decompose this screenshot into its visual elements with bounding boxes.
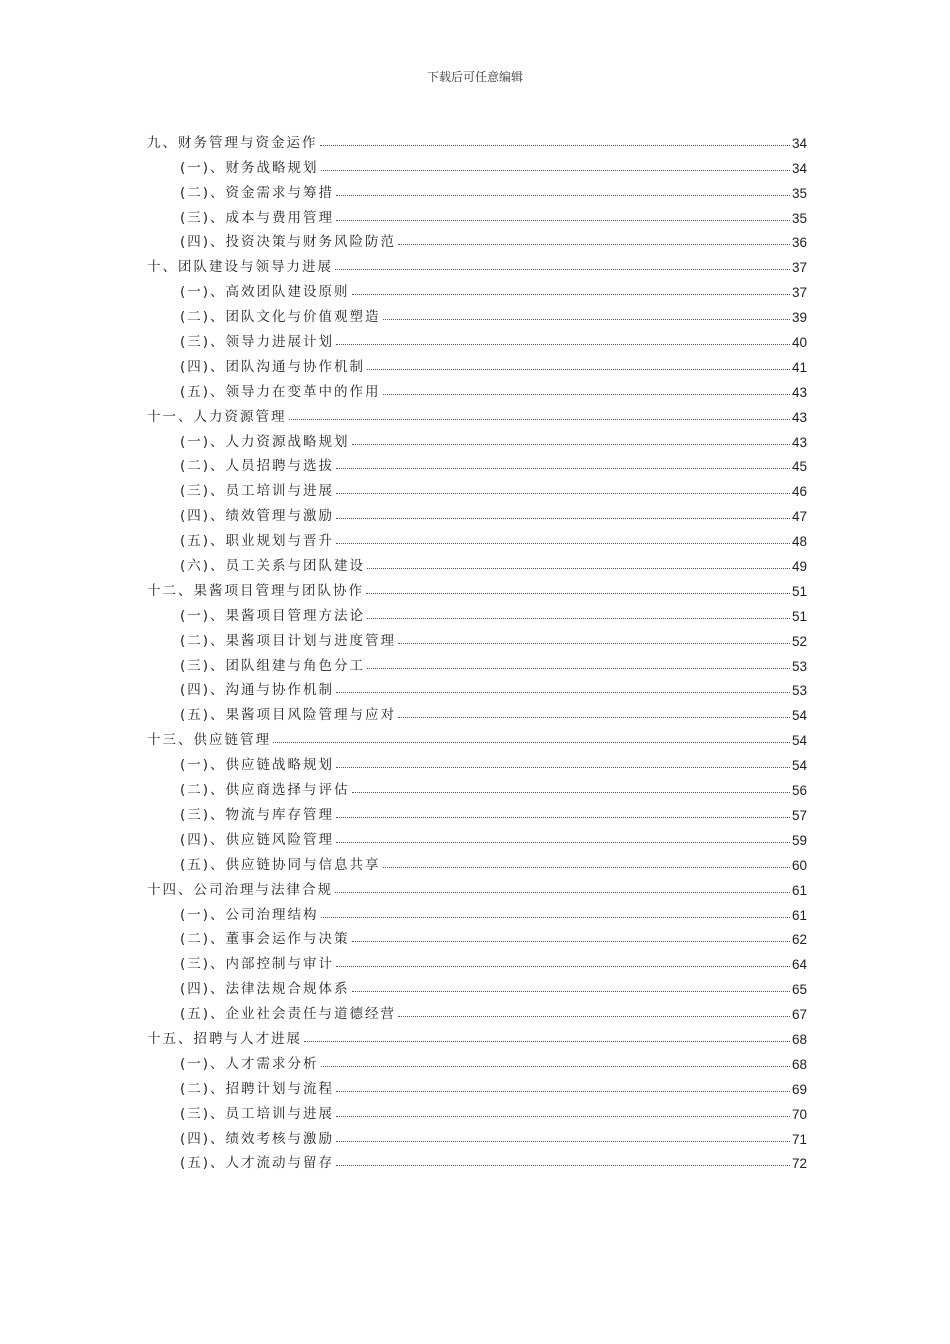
toc-chapter-entry[interactable] xyxy=(147,250,807,275)
toc-page-number: 60 xyxy=(791,857,807,873)
toc-page-number: 53 xyxy=(791,658,807,674)
toc-page-number: 54 xyxy=(791,708,807,724)
toc-page-number: 62 xyxy=(791,932,807,948)
toc-entry-title: (四)、团队沟通与协作机制 xyxy=(180,358,366,375)
toc-dot-leader xyxy=(336,1165,790,1166)
toc-dot-leader xyxy=(336,195,790,196)
toc-page-number: 57 xyxy=(791,807,807,823)
toc-page-number: 51 xyxy=(791,583,807,599)
toc-entry-title: (二)、人员招聘与选拔 xyxy=(180,458,335,475)
toc-page-number: 37 xyxy=(791,260,807,276)
toc-section-entry[interactable] xyxy=(147,300,807,325)
toc-chapter-entry[interactable] xyxy=(147,400,807,425)
toc-page-number: 34 xyxy=(791,160,807,176)
toc-dot-leader xyxy=(367,568,790,569)
toc-section-entry[interactable] xyxy=(147,599,807,624)
toc-entry-title: 十四、公司治理与法律合规 xyxy=(147,881,333,898)
toc-dot-leader xyxy=(336,966,790,967)
toc-section-entry[interactable] xyxy=(147,773,807,798)
toc-entry-title: (三)、内部控制与审计 xyxy=(180,956,335,973)
toc-entry-title: (四)、法律法规合规体系 xyxy=(180,981,350,998)
toc-page-number: 48 xyxy=(791,534,807,550)
toc-entry-title: (一)、公司治理结构 xyxy=(180,906,319,923)
toc-page-number: 45 xyxy=(791,459,807,475)
toc-dot-leader xyxy=(398,244,790,245)
toc-section-entry[interactable] xyxy=(147,176,807,201)
toc-entry-title: (三)、团队组建与角色分工 xyxy=(180,657,366,674)
toc-page-number: 68 xyxy=(791,1056,807,1072)
toc-page-number: 39 xyxy=(791,310,807,326)
toc-entry-title: (三)、领导力进展计划 xyxy=(180,334,335,351)
toc-page-number: 51 xyxy=(791,608,807,624)
toc-page-number: 54 xyxy=(791,758,807,774)
toc-dot-leader xyxy=(336,817,790,818)
toc-entry-title: (三)、物流与库存管理 xyxy=(180,806,335,823)
toc-dot-leader xyxy=(321,170,790,171)
toc-entry-title: (一)、高效团队建设原则 xyxy=(180,284,350,301)
toc-entry-title: (二)、团队文化与价值观塑造 xyxy=(180,309,381,326)
toc-dot-leader xyxy=(352,294,790,295)
toc-page-number: 68 xyxy=(791,1031,807,1047)
toc-entry-title: (三)、员工培训与进展 xyxy=(180,1105,335,1122)
toc-entry-title: (五)、领导力在变革中的作用 xyxy=(180,383,381,400)
toc-entry-title: (一)、财务战略规划 xyxy=(180,159,319,176)
toc-chapter-entry[interactable] xyxy=(147,1022,807,1047)
toc-page-number: 67 xyxy=(791,1007,807,1023)
toc-dot-leader xyxy=(335,269,790,270)
toc-dot-leader xyxy=(289,419,790,420)
toc-chapter-entry[interactable] xyxy=(147,574,807,599)
toc-entry-title: (五)、果酱项目风险管理与应对 xyxy=(180,707,397,724)
toc-dot-leader xyxy=(336,767,790,768)
toc-section-entry[interactable] xyxy=(147,972,807,997)
toc-page-number: 54 xyxy=(791,733,807,749)
toc-section-entry[interactable] xyxy=(147,226,807,251)
toc-section-entry[interactable] xyxy=(147,898,807,923)
toc-page-number: 70 xyxy=(791,1106,807,1122)
toc-section-entry[interactable] xyxy=(147,649,807,674)
toc-page-number: 36 xyxy=(791,235,807,251)
toc-section-entry[interactable] xyxy=(147,748,807,773)
toc-entry-title: (一)、人才需求分析 xyxy=(180,1055,319,1072)
toc-entry-title: (四)、绩效管理与激励 xyxy=(180,508,335,525)
toc-page-number: 71 xyxy=(791,1131,807,1147)
toc-section-entry[interactable] xyxy=(147,375,807,400)
toc-entry-title: (五)、人才流动与留存 xyxy=(180,1155,335,1172)
toc-page-number: 49 xyxy=(791,559,807,575)
toc-entry-title: 九、财务管理与资金运作 xyxy=(147,134,318,151)
toc-chapter-entry[interactable] xyxy=(147,873,807,898)
toc-dot-leader xyxy=(273,742,790,743)
toc-dot-leader xyxy=(336,493,790,494)
toc-entry-title: 十三、供应链管理 xyxy=(147,732,271,749)
toc-entry-title: (四)、沟通与协作机制 xyxy=(180,682,335,699)
toc-section-entry[interactable] xyxy=(147,425,807,450)
toc-section-entry[interactable] xyxy=(147,674,807,699)
toc-section-entry[interactable] xyxy=(147,823,807,848)
toc-section-entry[interactable] xyxy=(147,151,807,176)
toc-section-entry[interactable] xyxy=(147,1097,807,1122)
toc-entry-title: (二)、果酱项目计划与进度管理 xyxy=(180,632,397,649)
toc-page-number: 52 xyxy=(791,633,807,649)
toc-dot-leader xyxy=(335,892,790,893)
toc-section-entry[interactable] xyxy=(147,499,807,524)
toc-page-number: 65 xyxy=(791,982,807,998)
toc-section-entry[interactable] xyxy=(147,1122,807,1147)
toc-dot-leader xyxy=(336,692,790,693)
toc-page-number: 61 xyxy=(791,882,807,898)
toc-section-entry[interactable] xyxy=(147,325,807,350)
toc-section-entry[interactable] xyxy=(147,201,807,226)
toc-entry-title: (二)、董事会运作与决策 xyxy=(180,931,350,948)
toc-entry-title: (二)、供应商选择与评估 xyxy=(180,782,350,799)
toc-entry-title: 十五、招聘与人才进展 xyxy=(147,1030,302,1047)
toc-entry-title: 十一、人力资源管理 xyxy=(147,408,287,425)
toc-page-number: 46 xyxy=(791,484,807,500)
toc-dot-leader xyxy=(352,991,790,992)
toc-page-number: 43 xyxy=(791,434,807,450)
toc-page-number: 35 xyxy=(791,185,807,201)
toc-dot-leader xyxy=(336,842,790,843)
toc-dot-leader xyxy=(383,867,790,868)
toc-section-entry[interactable] xyxy=(147,798,807,823)
toc-page-number: 69 xyxy=(791,1081,807,1097)
page-header: 下载后可任意编辑 xyxy=(426,70,523,84)
toc-section-entry[interactable] xyxy=(147,474,807,499)
toc-dot-leader xyxy=(367,668,790,669)
toc-entry-title: (三)、员工培训与进展 xyxy=(180,483,335,500)
toc-dot-leader xyxy=(336,543,790,544)
toc-dot-leader xyxy=(336,1091,790,1092)
toc-dot-leader xyxy=(321,1066,790,1067)
toc-section-entry[interactable] xyxy=(147,450,807,475)
toc-section-entry[interactable] xyxy=(147,549,807,574)
toc-dot-leader xyxy=(336,1116,790,1117)
toc-entry-title: (三)、成本与费用管理 xyxy=(180,209,335,226)
toc-page-number: 56 xyxy=(791,783,807,799)
toc-section-entry[interactable] xyxy=(147,624,807,649)
toc-dot-leader xyxy=(336,518,790,519)
toc-page-number: 43 xyxy=(791,409,807,425)
toc-dot-leader xyxy=(367,369,790,370)
toc-page-number: 47 xyxy=(791,509,807,525)
toc-entry-title: (六)、员工关系与团队建设 xyxy=(180,558,366,575)
toc-entry-title: (五)、企业社会责任与道德经营 xyxy=(180,1006,397,1023)
toc-page-number: 35 xyxy=(791,210,807,226)
toc-page-number: 72 xyxy=(791,1156,807,1172)
toc-entry-title: (五)、供应链协同与信息共享 xyxy=(180,856,381,873)
toc-section-entry[interactable] xyxy=(147,997,807,1022)
toc-page-number: 34 xyxy=(791,135,807,151)
table-of-contents xyxy=(147,126,807,1171)
toc-dot-leader xyxy=(398,643,790,644)
toc-page-number: 40 xyxy=(791,335,807,351)
toc-section-entry[interactable] xyxy=(147,1047,807,1072)
toc-dot-leader xyxy=(398,717,790,718)
toc-entry-title: (一)、人力资源战略规划 xyxy=(180,433,350,450)
toc-section-entry[interactable] xyxy=(147,848,807,873)
toc-dot-leader xyxy=(320,145,790,146)
toc-page-number: 61 xyxy=(791,907,807,923)
toc-entry-title: (一)、供应链战略规划 xyxy=(180,757,335,774)
toc-dot-leader xyxy=(352,792,790,793)
toc-entry-title: (二)、资金需求与筹措 xyxy=(180,184,335,201)
toc-dot-leader xyxy=(367,618,790,619)
toc-dot-leader xyxy=(383,394,790,395)
toc-dot-leader xyxy=(336,1141,790,1142)
toc-section-entry[interactable] xyxy=(147,923,807,948)
toc-page-number: 53 xyxy=(791,683,807,699)
toc-entry-title: 十二、果酱项目管理与团队协作 xyxy=(147,582,364,599)
toc-chapter-entry[interactable] xyxy=(147,126,807,151)
toc-section-entry[interactable] xyxy=(147,698,807,723)
toc-page-number: 59 xyxy=(791,832,807,848)
toc-dot-leader xyxy=(336,468,790,469)
toc-dot-leader xyxy=(352,941,790,942)
toc-dot-leader xyxy=(383,319,790,320)
toc-entry-title: (五)、职业规划与晋升 xyxy=(180,533,335,550)
toc-entry-title: (二)、招聘计划与流程 xyxy=(180,1080,335,1097)
toc-page-number: 64 xyxy=(791,957,807,973)
toc-chapter-entry[interactable] xyxy=(147,723,807,748)
toc-section-entry[interactable] xyxy=(147,1072,807,1097)
toc-section-entry[interactable] xyxy=(147,1147,807,1172)
toc-section-entry[interactable] xyxy=(147,275,807,300)
toc-dot-leader xyxy=(321,917,790,918)
toc-entry-title: (一)、果酱项目管理方法论 xyxy=(180,607,366,624)
toc-entry-title: (四)、绩效考核与激励 xyxy=(180,1130,335,1147)
toc-dot-leader xyxy=(398,1016,790,1017)
toc-dot-leader xyxy=(366,593,790,594)
toc-dot-leader xyxy=(352,444,790,445)
toc-section-entry[interactable] xyxy=(147,350,807,375)
toc-dot-leader xyxy=(336,344,790,345)
toc-dot-leader xyxy=(304,1041,790,1042)
toc-page-number: 41 xyxy=(791,359,807,375)
toc-page-number: 37 xyxy=(791,285,807,301)
toc-section-entry[interactable] xyxy=(147,524,807,549)
toc-section-entry[interactable] xyxy=(147,947,807,972)
toc-entry-title: (四)、供应链风险管理 xyxy=(180,831,335,848)
toc-page-number: 43 xyxy=(791,384,807,400)
toc-entry-title: 十、团队建设与领导力进展 xyxy=(147,259,333,276)
toc-entry-title: (四)、投资决策与财务风险防范 xyxy=(180,234,397,251)
toc-dot-leader xyxy=(336,220,790,221)
